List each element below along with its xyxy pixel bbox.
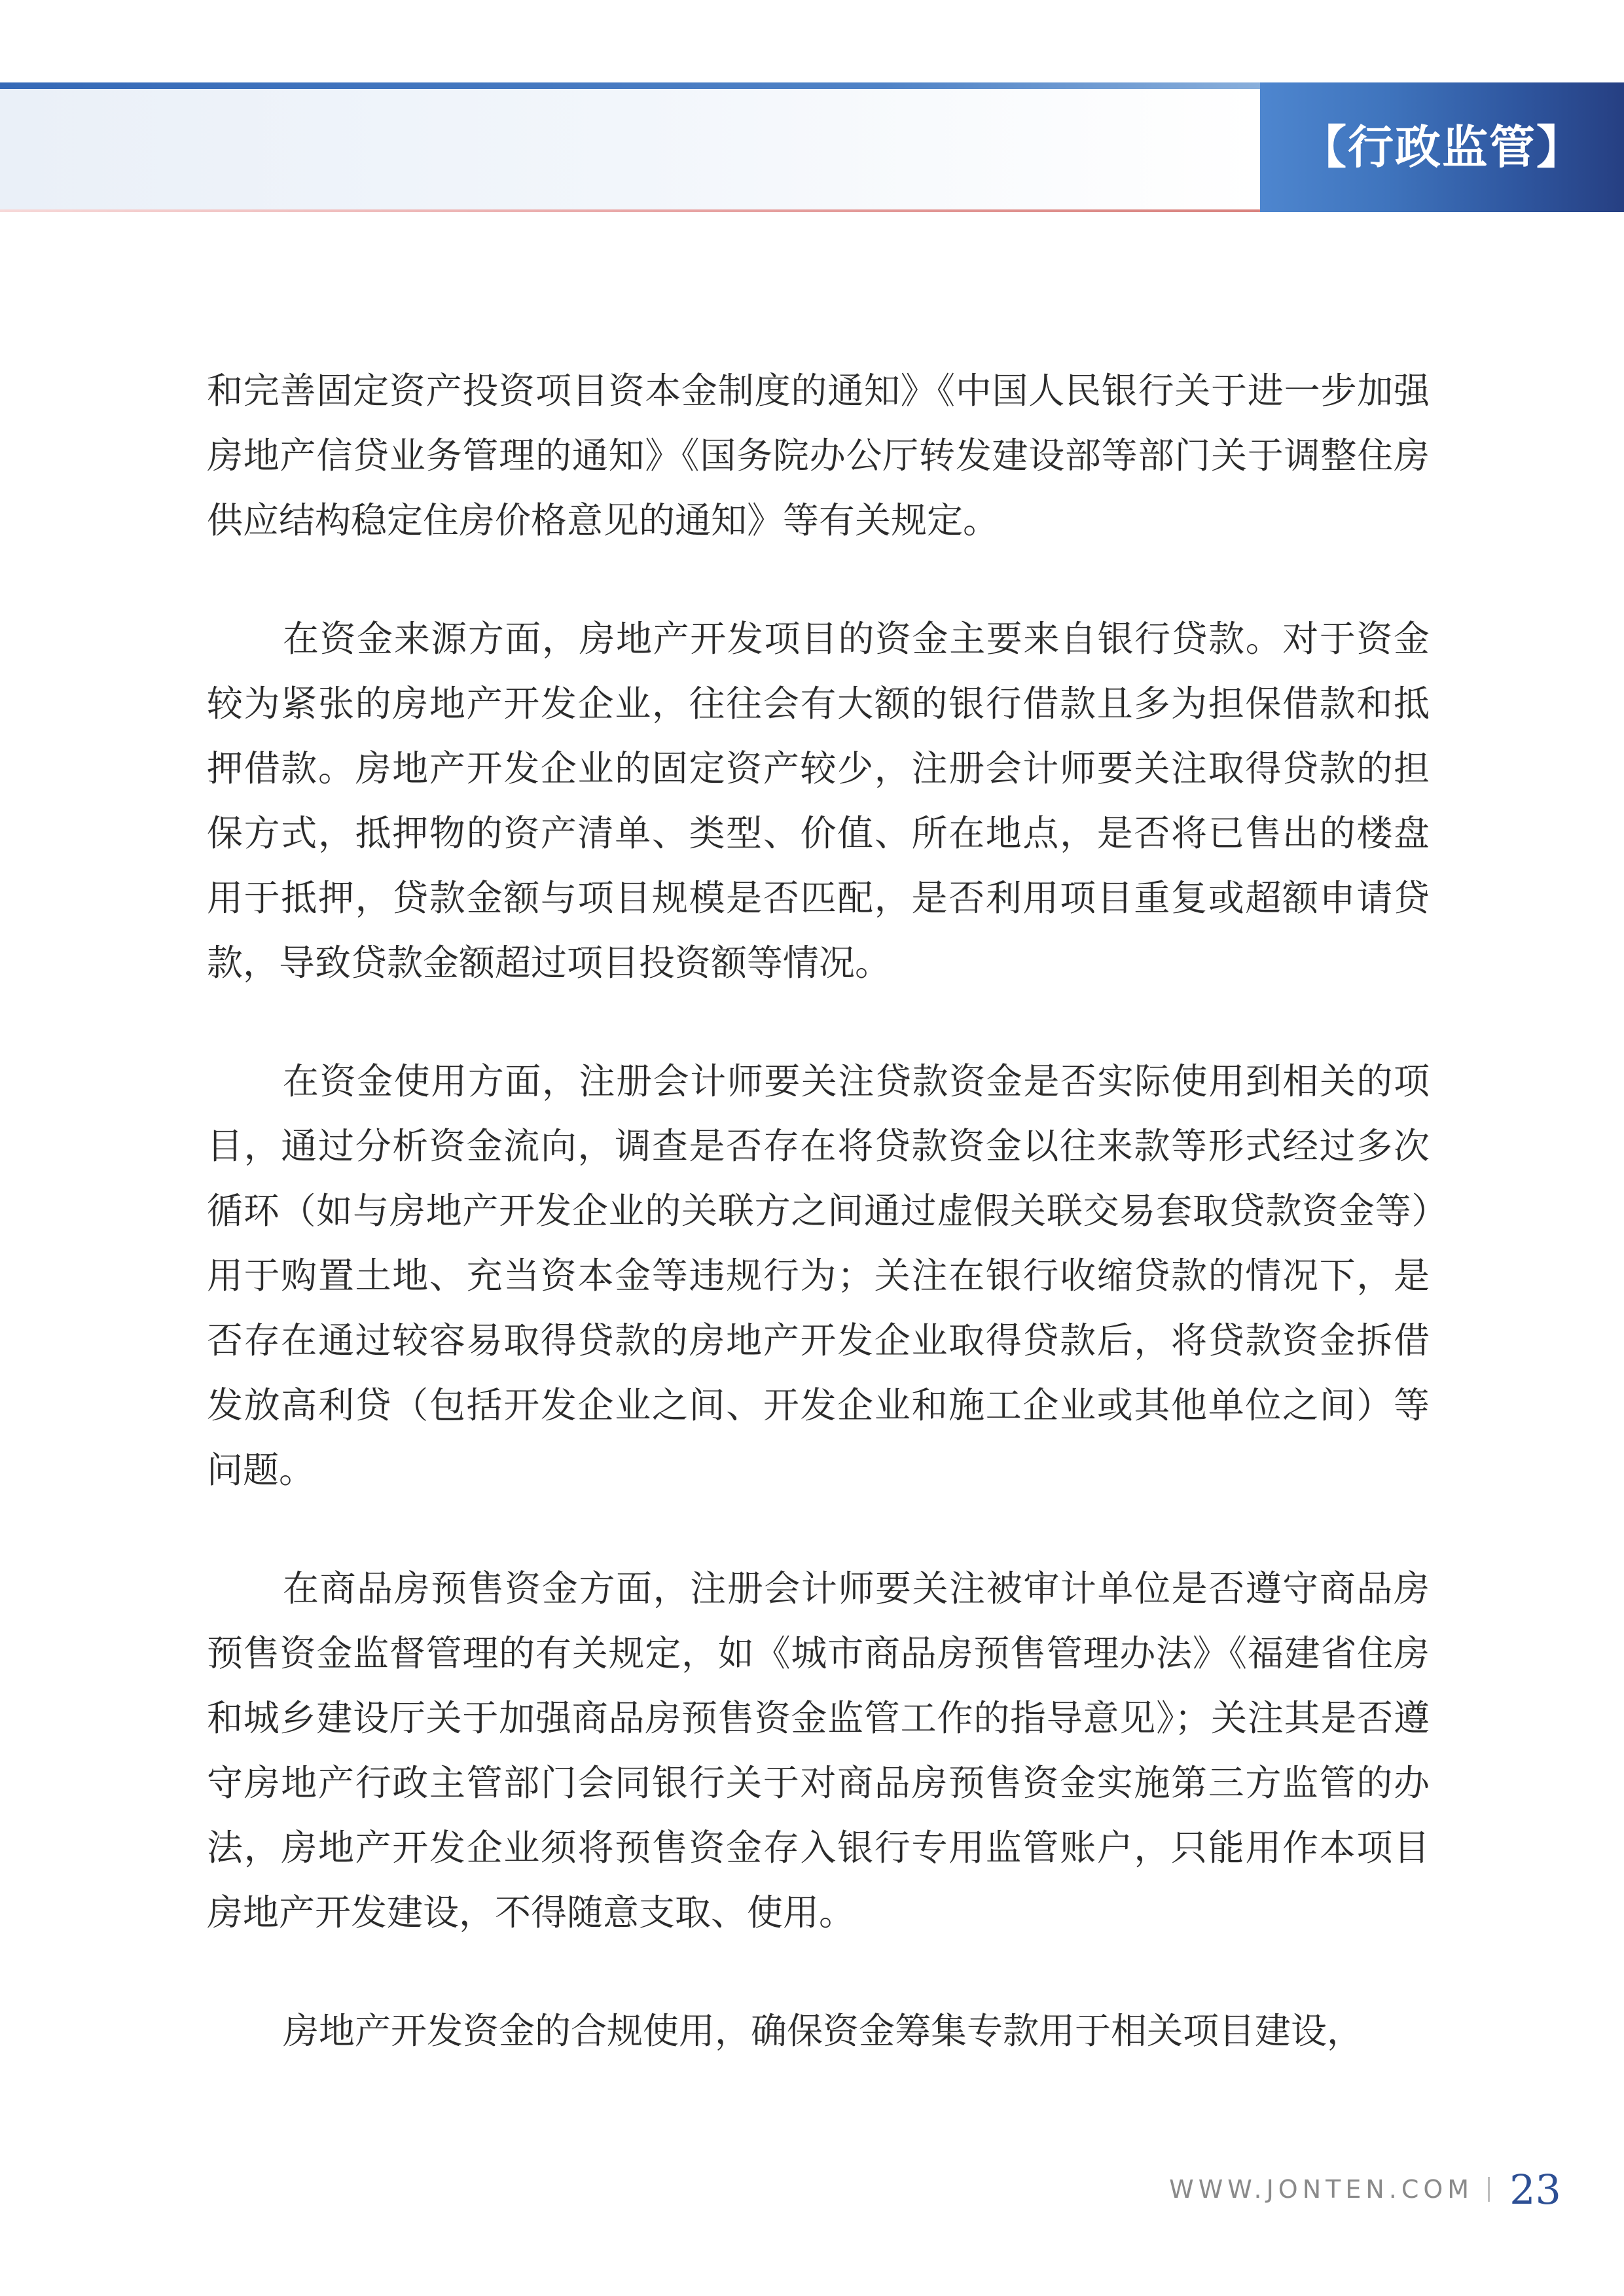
page-number: 23: [1509, 2165, 1561, 2214]
paragraph-funding-sources: 在资金来源方面，房地产开发项目的资金主要来自银行贷款。对于资金较为紧张的房地产开发企业，往往会有大额的银行借款且多为担保借款和抵押借款。房地产开发企业的固定资产较少，注册会计师要关注取得贷款的担保方式，抵押物的资产清单、类型、价值、所在地点，是否将已售出的楼盘用于抵押，贷款金额与项目规模是否匹配，是否利用项目重复或超额申请贷款，导致贷款金额超过项目投资额等情况。: [207, 618, 1430, 984]
paragraph-funding-usage: 在资金使用方面，注册会计师要关注贷款资金是否实际使用到相关的项目，通过分析资金流向，调查是否存在将贷款资金以往来款等形式经过多次循环（如与房地产开发企业的关联方之间通过虚假关联交易套取贷款资金等）用于购置土地、充当资本金等违规行为；关注在银行收缩贷款的情况下，是否存在通过较容易取得贷款的房地产开发企业取得贷款后，将贷款资金拆借发放高利贷（包括开发企业之间、开发企业和施工企业或其他单位之间）等问题。: [207, 1060, 1430, 1491]
paragraph-continued: 和完善固定资产投资项目资本金制度的通知》《中国人民银行关于进一步加强房地产信贷业务管理的通知》《国务院办公厅转发建设部等部门关于调整住房供应结构稳定住房价格意见的通知》等有关规定。: [207, 370, 1430, 541]
paragraph-presale-funds: 在商品房预售资金方面，注册会计师要关注被审计单位是否遵守商品房预售资金监督管理的有关规定，如《城市商品房预售管理办法》《福建省住房和城乡建设厅关于加强商品房预售资金监管工作的指导意见》；关注其是否遵守房地产行政主管部门会同银行关于对商品房预售资金实施第三方监管的办法，房地产开发企业须将预售资金存入银行专用监管账户，只能用作本项目房地产开发建设，不得随意支取、使用。: [207, 1568, 1430, 1933]
header-top-rule: [0, 82, 1260, 89]
article-body: [207, 359, 1430, 2117]
header-band: [0, 82, 1260, 212]
paragraph-compliance: 房地产开发资金的合规使用，确保资金筹集专款用于相关项目建设，: [283, 2010, 1363, 2052]
page-footer: [1169, 2160, 1561, 2219]
footer-divider: [1488, 2177, 1490, 2202]
section-label: 【行政监管】: [1260, 82, 1624, 212]
website-link[interactable]: WWW.JONTEN.COM: [1169, 2175, 1474, 2204]
header-bottom-rule: [0, 209, 1260, 212]
